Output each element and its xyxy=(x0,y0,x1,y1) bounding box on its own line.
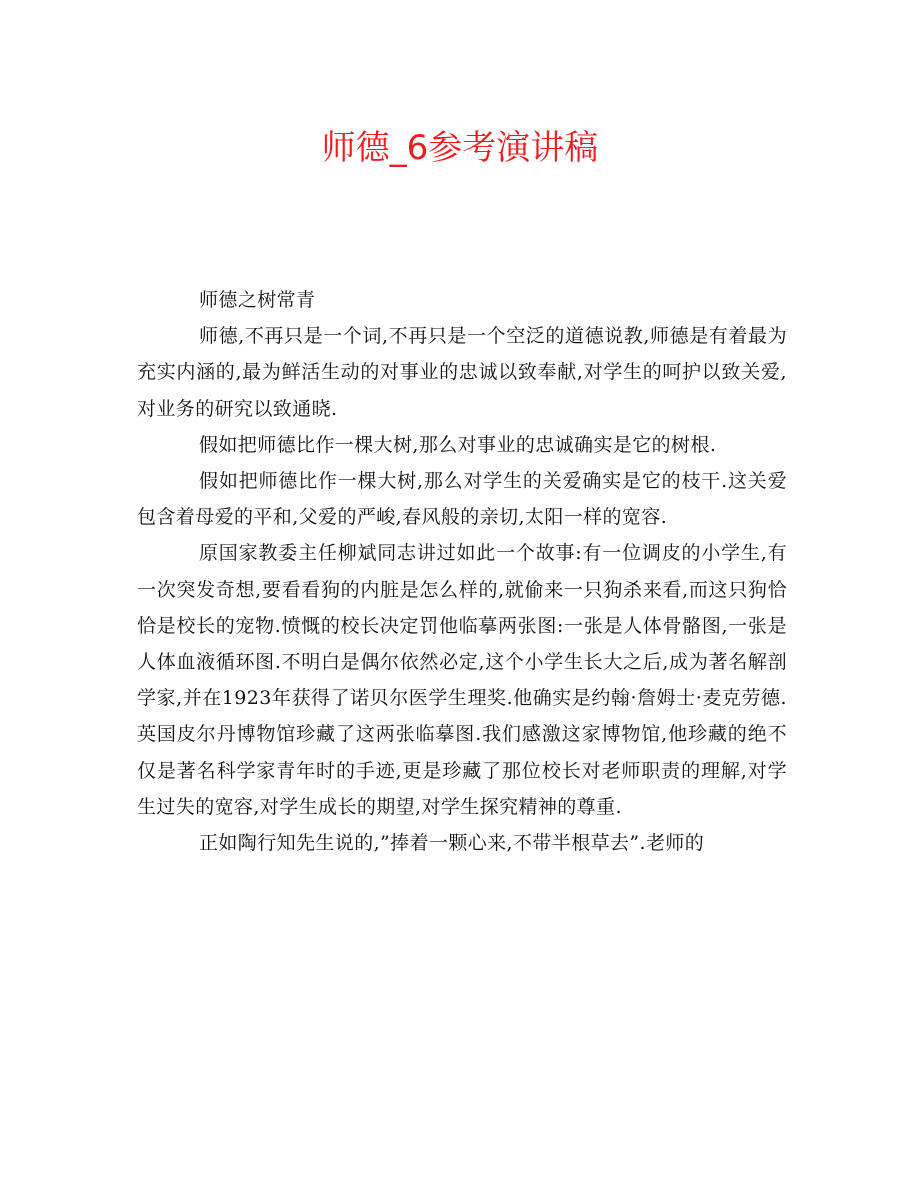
document-body xyxy=(137,282,787,861)
paragraph: 假如把师德比作一棵大树,那么对学生的关爱确实是它的枝干.这关爱包含着母爱的平和,父爱的严峻,春风般的亲切,太阳一样的宽容. xyxy=(137,470,787,529)
paragraph: 假如把师德比作一棵大树,那么对事业的忠诚确实是它的树根. xyxy=(199,433,717,456)
section-heading: 师德之树常青 xyxy=(199,289,316,311)
page-title: 师德_6参考演讲稿 xyxy=(321,128,599,168)
paragraph: 师德,不再只是一个词,不再只是一个空泛的道德说教,师德是有着最为充实内涵的,最为鲜活生动的对事业的忠诚以致奉献,对学生的呵护以致关爱,对业务的研究以致通晓. xyxy=(137,325,787,420)
paragraph: 正如陶行知先生说的,”捧着一颗心来,不带半根草去”.老师的 xyxy=(199,832,705,855)
paragraph: 原国家教委主任柳斌同志讲过如此一个故事:有一位调皮的小学生,有一次突发奇想,要看看狗的内脏是怎么样的,就偷来一只狗杀来看,而这只狗恰恰是校长的宠物.愤慨的校长决定罚他临摹两张图:一张是人体骨骼图,一张是人体血液循环图.不明白是偶尔依然必定,这个小学生长大之后,成为著名解剖学家,并在1923年获得了诺贝尔医学生理奖.他确实是约翰·詹姆士·麦克劳德.英国皮尔丹博物馆珍藏了这两张临摹图.我们感激这家博物馆,他珍藏的绝不仅是著名科学家青年时的手迹,更是珍藏了那位校长对老师职责的理解,对学生过失的宽容,对学生成长的期望,对学生探究精神的尊重. xyxy=(137,542,787,818)
